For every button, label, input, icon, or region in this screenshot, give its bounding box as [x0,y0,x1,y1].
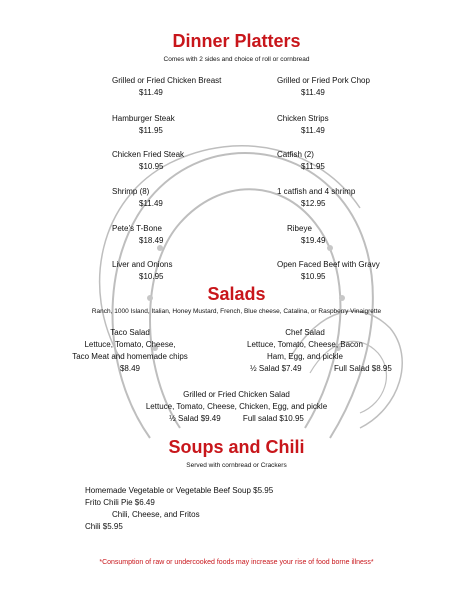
dinner-item-name: Liver and Onions [112,260,173,269]
taco-salad-name: Taco Salad [110,328,150,337]
soups-subtitle: Served with cornbread or Crackers [186,462,287,469]
dinner-item-name: Chicken Fried Steak [112,150,185,159]
frito-pie-line: Frito Chili Pie $6.49 [85,498,155,507]
dinner-item-name: Open Faced Beef with Gravy [277,260,380,269]
dinner-item-price: $10.95 [139,162,164,171]
dinner-item-price: $12.95 [301,199,326,208]
dinner-item-price: $11.49 [139,199,163,208]
salads-title: Salads [207,284,266,304]
dinner-title: Dinner Platters [172,31,301,51]
frito-pie-desc: Chili, Cheese, and Fritos [112,510,200,519]
chili-line: Chili $5.95 [85,522,123,531]
dinner-item-price: $11.95 [301,162,325,171]
chef-salad-full-price: Full Salad $8.95 [334,364,392,373]
dinner-item-price: $10.95 [139,272,164,281]
taco-salad-line2: Taco Meat and homemade chips [72,352,188,361]
dinner-item-name: 1 catfish and 4 shrimp [277,187,356,196]
chef-salad-name: Chef Salad [285,328,325,337]
dinner-item-name: Grilled or Fried Pork Chop [277,76,370,85]
dinner-item-name: Catfish (2) [277,150,314,159]
chef-salad-half-price: ½ Salad $7.49 [250,364,302,373]
dinner-item-price: $11.49 [301,88,325,97]
food-safety-notice: *Consumption of raw or undercooked foods may increase your rise of food borne illness* [99,559,374,566]
dinner-item-price: $18.49 [139,236,164,245]
dinner-item-name: Shrimp (8) [112,187,150,196]
grilled-salad-prices: ½ Salad $9.49 Full salad $10.95 [169,414,304,423]
dinner-item-name: Pete’s T-Bone [112,224,162,233]
taco-salad-price: $8.49 [119,364,141,373]
chef-salad-line2: Ham, Egg, and pickle [266,352,344,361]
dinner-item-price: $19.49 [301,236,326,245]
soup-line: Homemade Vegetable or Vegetable Beef Soup $5.95 [85,486,274,495]
dinner-item-price: $11.49 [139,88,163,97]
dinner-item-name: Chicken Strips [277,114,329,123]
dinner-item-price: $11.95 [139,126,163,135]
dinner-item-name: Hamburger Steak [112,114,175,123]
dinner-item-name: Ribeye [287,224,312,233]
soups-title: Soups and Chili [168,437,305,457]
dinner-item-price: $10.95 [301,272,326,281]
chef-salad-line1: Lettuce, Tomato, Cheese, Bacon [247,340,363,349]
dinner-item-name: Grilled or Fried Chicken Breast [112,76,222,85]
grilled-salad-name: Grilled or Fried Chicken Salad [183,390,290,399]
taco-salad-line1: Lettuce, Tomato, Cheese, [84,340,176,349]
grilled-salad-line1: Lettuce, Tomato, Cheese, Chicken, Egg, and pickle [145,402,328,411]
dinner-item-price: $11.49 [301,126,325,135]
dinner-subtitle: Comes with 2 sides and choice of roll or cornbread [163,56,310,63]
salads-dressings: Ranch, 1000 Island, Italian, Honey Mustard, French, Blue cheese, Catalina, or Raspberry Vinaigrette [91,308,382,315]
